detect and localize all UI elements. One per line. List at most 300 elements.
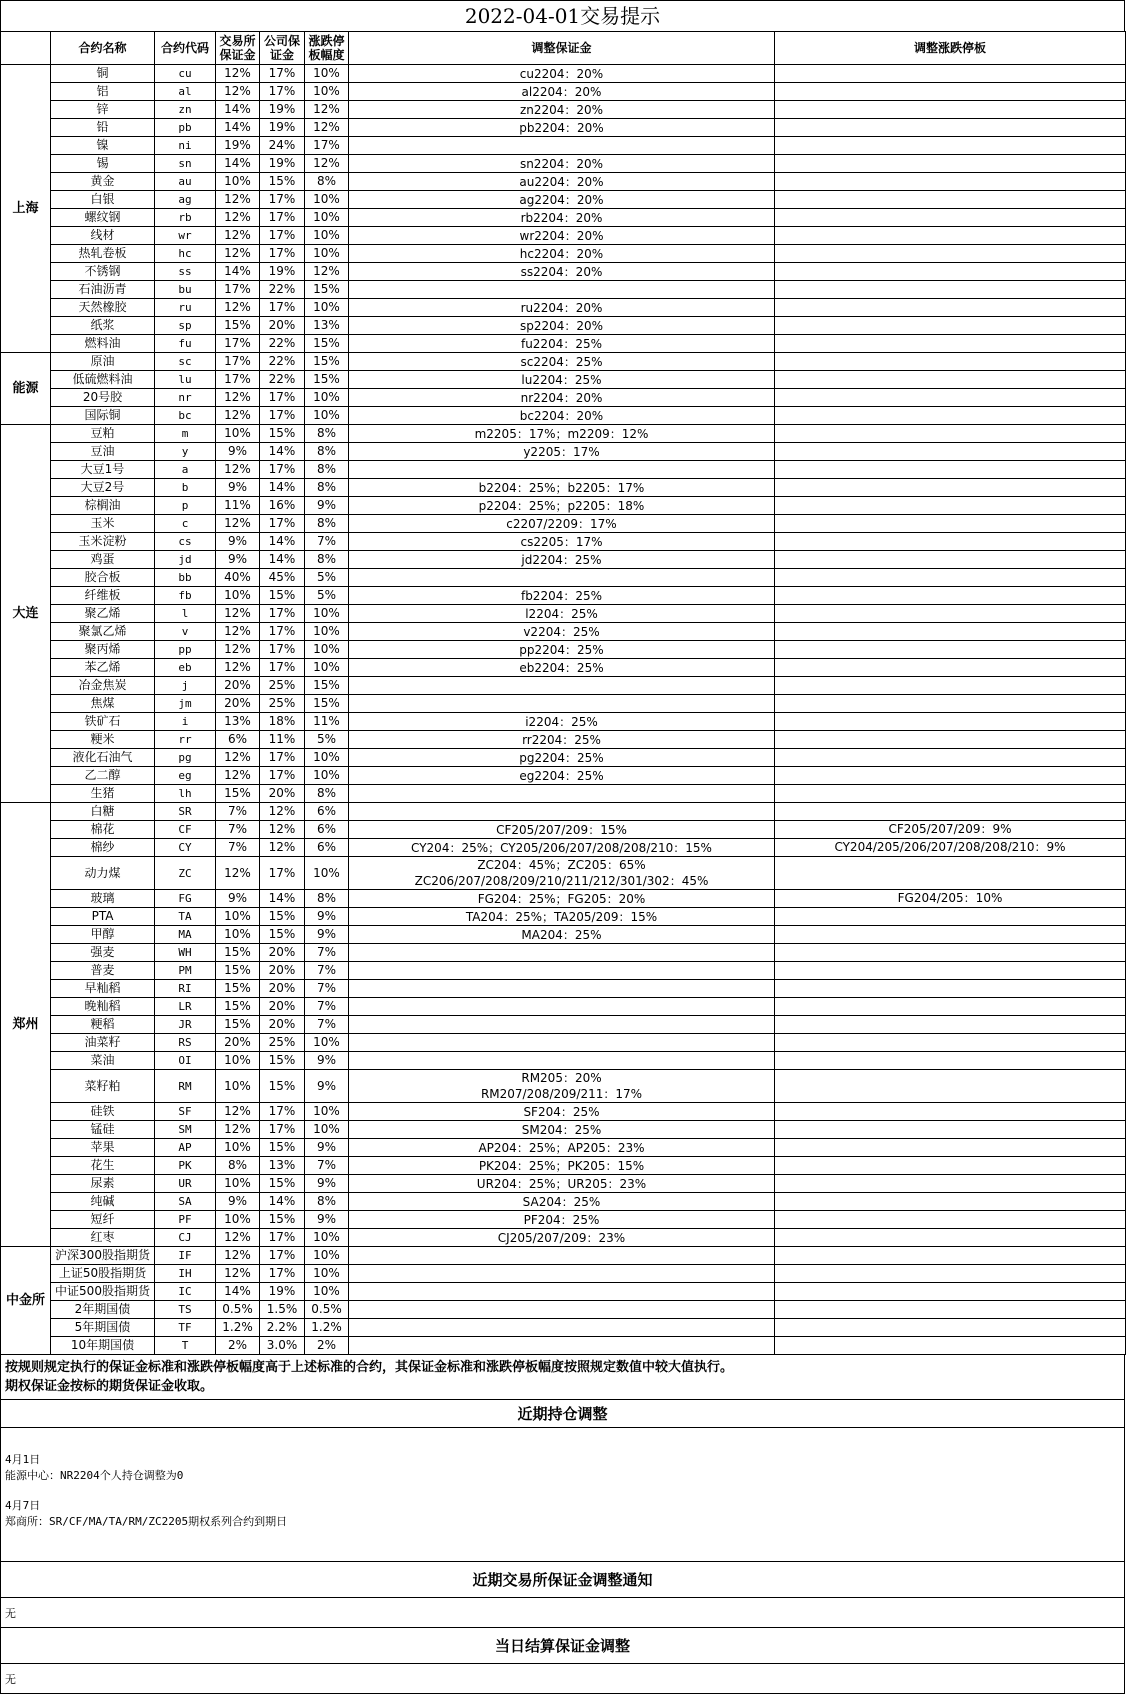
contract-name-cell: 国际铜 [51,407,155,425]
contract-name-cell: 锡 [51,155,155,173]
contract-code-cell: pp [155,641,216,659]
company-margin-cell: 17% [260,641,305,659]
limit-cell: 7% [305,944,349,962]
contract-code-cell: CF [155,821,216,839]
adjust-limit-cell [775,479,1126,497]
adjust-limit-cell [775,533,1126,551]
adjust-margin-line: sn2204：20% [519,156,604,171]
limit-cell: 2% [305,1337,349,1355]
table-row [1,407,1126,425]
table-row [1,839,1126,857]
limit-cell: 10% [305,1265,349,1283]
exch-margin-cell: 11% [216,497,260,515]
exch-margin-cell: 15% [216,998,260,1016]
contract-code-cell: lh [155,785,216,803]
adjust-margin-cell [349,767,775,785]
limit-cell: 10% [305,1103,349,1121]
limit-cell: 10% [305,389,349,407]
limit-cell: 10% [305,767,349,785]
adjust-margin-cell [349,908,775,926]
adjust-margin-line: MA204：25% [521,927,602,942]
company-margin-cell: 2.2% [260,1319,305,1337]
position-section-body [0,1428,1125,1562]
contract-code-cell: PK [155,1157,216,1175]
adjust-limit-cell [775,191,1126,209]
contract-code-cell: al [155,83,216,101]
company-margin-cell: 17% [260,857,305,890]
adjust-margin-cell [349,353,775,371]
header-adj-margin: 调整保证金 [349,32,775,65]
exch-margin-cell: 8% [216,1157,260,1175]
contract-name-cell: 镍 [51,137,155,155]
limit-cell: 15% [305,335,349,353]
company-margin-cell: 12% [260,821,305,839]
limit-cell: 7% [305,962,349,980]
table-row [1,1337,1126,1355]
table-row [1,155,1126,173]
header-exchange [1,32,51,65]
position-line [5,1484,1120,1498]
limit-cell: 10% [305,659,349,677]
contract-name-cell: 白银 [51,191,155,209]
company-margin-cell: 17% [260,299,305,317]
contract-code-cell: rr [155,731,216,749]
company-margin-cell: 17% [260,1265,305,1283]
contract-code-cell: SR [155,803,216,821]
adjust-margin-cell [349,1301,775,1319]
adjust-margin-cell [349,1034,775,1052]
adjust-margin-line: ZC206/207/208/209/210/211/212/301/302：45% [414,874,709,888]
contract-code-cell: sn [155,155,216,173]
adjust-margin-line: al2204：20% [521,84,602,99]
company-margin-cell: 17% [260,209,305,227]
contract-code-cell: wr [155,227,216,245]
exchange-cell: 中金所 [1,1247,51,1355]
adjust-margin-line: rb2204：20% [520,210,603,225]
adjust-margin-line: eb2204：25% [519,660,604,675]
company-margin-cell: 17% [260,1103,305,1121]
adjust-limit-cell [775,1016,1126,1034]
adjust-margin-cell [349,263,775,281]
adjust-limit-cell [775,803,1126,821]
contract-name-cell: 冶金焦炭 [51,677,155,695]
adjust-margin-cell [349,803,775,821]
exch-margin-cell: 10% [216,1175,260,1193]
exch-margin-cell: 15% [216,317,260,335]
header-adj-limit: 调整涨跌停板 [775,32,1126,65]
adjust-margin-cell [349,551,775,569]
limit-cell: 1.2% [305,1319,349,1337]
adjust-limit-cell [775,1121,1126,1139]
limit-cell: 10% [305,227,349,245]
company-margin-cell: 14% [260,890,305,908]
adjust-limit-cell [775,1211,1126,1229]
adjust-limit-cell [775,389,1126,407]
header-limit: 涨跌停板幅度 [305,32,349,65]
adjust-margin-cell [349,1193,775,1211]
exch-margin-cell: 12% [216,227,260,245]
adjust-margin-cell [349,371,775,389]
contract-name-cell: 苹果 [51,1139,155,1157]
adjust-limit-cell [775,1265,1126,1283]
adjust-limit-cell: CY204/205/206/207/208/208/210：9% [775,839,1126,857]
table-row [1,785,1126,803]
notes [0,1355,1125,1400]
adjust-margin-cell [349,407,775,425]
table-row [1,227,1126,245]
contract-name-cell: 甲醇 [51,926,155,944]
contract-name-cell: 聚氯乙烯 [51,623,155,641]
limit-cell: 8% [305,785,349,803]
contract-code-cell: RM [155,1070,216,1103]
adjust-margin-cell [349,1229,775,1247]
adjust-limit-cell [775,998,1126,1016]
contract-name-cell: 棉花 [51,821,155,839]
contract-code-cell: l [155,605,216,623]
adjust-limit-cell [775,461,1126,479]
contract-code-cell: v [155,623,216,641]
contract-code-cell: AP [155,1139,216,1157]
contract-name-cell: 生猪 [51,785,155,803]
limit-cell: 9% [305,1211,349,1229]
table-header [1,32,1126,65]
company-margin-cell: 15% [260,1175,305,1193]
table-row [1,677,1126,695]
contract-name-cell: 线材 [51,227,155,245]
adjust-margin-line: eg2204：25% [519,768,604,783]
company-margin-cell: 16% [260,497,305,515]
adjust-margin-cell [349,83,775,101]
table-row [1,1211,1126,1229]
adjust-limit-cell [775,407,1126,425]
company-margin-cell: 17% [260,227,305,245]
limit-cell: 10% [305,83,349,101]
limit-cell: 0.5% [305,1301,349,1319]
table-row [1,998,1126,1016]
company-margin-cell: 15% [260,1070,305,1103]
contract-code-cell: SA [155,1193,216,1211]
adjust-margin-line: TA204：25%；TA205/209：15% [465,909,658,924]
table-row [1,749,1126,767]
adjust-margin-cell [349,623,775,641]
settlement-section-title: 当日结算保证金调整 [0,1628,1125,1664]
company-margin-cell: 14% [260,533,305,551]
limit-cell: 10% [305,641,349,659]
limit-cell: 8% [305,443,349,461]
contract-name-cell: 锌 [51,101,155,119]
adjust-margin-cell [349,461,775,479]
contract-code-cell: WH [155,944,216,962]
exch-margin-cell: 9% [216,533,260,551]
table-row [1,1121,1126,1139]
exchange-margin-section-title: 近期交易所保证金调整通知 [0,1562,1125,1598]
contract-name-cell: 大豆1号 [51,461,155,479]
limit-cell: 8% [305,173,349,191]
exch-margin-cell: 12% [216,191,260,209]
adjust-margin-line: RM205：20% [521,1071,602,1085]
table-row [1,713,1126,731]
adjust-limit-cell [775,65,1126,83]
exch-margin-cell: 20% [216,695,260,713]
adjust-margin-line: ag2204：20% [519,192,604,207]
adjust-margin-cell [349,587,775,605]
exch-margin-cell: 17% [216,371,260,389]
table-row [1,1070,1126,1103]
contract-code-cell: TA [155,908,216,926]
adjust-margin-cell [349,821,775,839]
adjust-limit-cell [775,515,1126,533]
adjust-limit-cell [775,443,1126,461]
company-margin-cell: 19% [260,263,305,281]
company-margin-cell: 19% [260,155,305,173]
contract-name-cell: 早籼稻 [51,980,155,998]
company-margin-cell: 20% [260,980,305,998]
adjust-margin-cell [349,497,775,515]
adjust-limit-cell [775,101,1126,119]
company-margin-cell: 19% [260,101,305,119]
table-row [1,1265,1126,1283]
contract-code-cell: i [155,713,216,731]
table-row [1,1016,1126,1034]
adjust-margin-line: cu2204：20% [519,66,604,81]
company-margin-cell: 20% [260,962,305,980]
exch-margin-cell: 14% [216,119,260,137]
table-row [1,1175,1126,1193]
exch-margin-cell: 17% [216,335,260,353]
settlement-line: 无 [5,1673,16,1686]
adjust-limit-cell [775,353,1126,371]
contract-name-cell: 晚籼稻 [51,998,155,1016]
contract-name-cell: 聚乙烯 [51,605,155,623]
contract-name-cell: 纸浆 [51,317,155,335]
limit-cell: 10% [305,1283,349,1301]
contract-code-cell: fu [155,335,216,353]
contract-name-cell: 热轧卷板 [51,245,155,263]
company-margin-cell: 22% [260,371,305,389]
company-margin-cell: 17% [260,65,305,83]
adjust-limit-cell [775,1247,1126,1265]
adjust-margin-line: RM207/208/209/211：17% [480,1087,643,1101]
contract-code-cell: lu [155,371,216,389]
limit-cell: 10% [305,65,349,83]
limit-cell: 9% [305,1070,349,1103]
contract-code-cell: jm [155,695,216,713]
contract-code-cell: pb [155,119,216,137]
contract-name-cell: 红枣 [51,1229,155,1247]
adjust-margin-line: CY204：25%；CY205/206/207/208/208/210：15% [411,840,712,855]
limit-cell: 10% [305,623,349,641]
contract-code-cell: b [155,479,216,497]
adjust-margin-cell [349,1265,775,1283]
header-name: 合约名称 [51,32,155,65]
adjust-limit-cell [775,317,1126,335]
adjust-margin-cell [349,65,775,83]
contract-code-cell: FG [155,890,216,908]
limit-cell: 10% [305,857,349,890]
contract-name-cell: 菜籽粕 [51,1070,155,1103]
adjust-limit-cell: CF205/207/209：9% [775,821,1126,839]
table-row [1,731,1126,749]
company-margin-cell: 17% [260,461,305,479]
contract-name-cell: 燃料油 [51,335,155,353]
adjust-margin-line: m2205：17%；m2209：12% [474,426,649,441]
limit-cell: 10% [305,1229,349,1247]
table-row [1,119,1126,137]
exch-margin-cell: 19% [216,137,260,155]
adjust-margin-line: SA204：25% [522,1194,601,1209]
contract-code-cell: TS [155,1301,216,1319]
adjust-margin-cell [349,749,775,767]
adjust-margin-cell [349,209,775,227]
contract-code-cell: IC [155,1283,216,1301]
exch-margin-cell: 10% [216,1211,260,1229]
adjust-margin-cell [349,839,775,857]
limit-cell: 10% [305,605,349,623]
contract-code-cell: RI [155,980,216,998]
company-margin-cell: 17% [260,1121,305,1139]
contract-name-cell: 2年期国债 [51,1301,155,1319]
contract-name-cell: 原油 [51,353,155,371]
limit-cell: 9% [305,1139,349,1157]
table-row [1,1283,1126,1301]
company-margin-cell: 17% [260,1229,305,1247]
exch-margin-cell: 12% [216,1121,260,1139]
adjust-margin-cell [349,677,775,695]
contract-code-cell: sp [155,317,216,335]
table-row [1,479,1126,497]
adjust-margin-line: cs2205：17% [520,534,603,549]
contract-name-cell: 液化石油气 [51,749,155,767]
exch-margin-cell: 12% [216,1229,260,1247]
contract-name-cell: 10年期国债 [51,1337,155,1355]
contract-name-cell: 乙二醇 [51,767,155,785]
company-margin-cell: 24% [260,137,305,155]
table-row [1,191,1126,209]
company-margin-cell: 20% [260,317,305,335]
exch-margin-cell: 1.2% [216,1319,260,1337]
contract-code-cell: hc [155,245,216,263]
adjust-margin-line: sc2204：25% [520,354,603,369]
exch-margin-cell: 15% [216,1016,260,1034]
header-company-margin: 公司保证金 [260,32,305,65]
adjust-margin-line: PF204：25% [523,1212,600,1227]
exch-margin-cell: 10% [216,1139,260,1157]
adjust-margin-line: zn2204：20% [519,102,604,117]
contract-code-cell: RS [155,1034,216,1052]
adjust-limit-cell [775,767,1126,785]
exchange-cell: 能源 [1,353,51,425]
adjust-limit-cell [775,155,1126,173]
limit-cell: 11% [305,713,349,731]
company-margin-cell: 15% [260,173,305,191]
table-row [1,890,1126,908]
contract-code-cell: JR [155,1016,216,1034]
adjust-margin-line: ss2204：20% [520,264,603,279]
adjust-margin-cell [349,443,775,461]
margin-table [0,31,1126,1355]
adjust-margin-cell [349,101,775,119]
contract-name-cell: 焦煤 [51,695,155,713]
exch-margin-cell: 7% [216,803,260,821]
limit-cell: 10% [305,299,349,317]
table-row [1,137,1126,155]
table-row [1,1193,1126,1211]
table-row [1,353,1126,371]
exch-margin-cell: 12% [216,515,260,533]
contract-code-cell: fb [155,587,216,605]
company-margin-cell: 17% [260,515,305,533]
exch-margin-cell: 10% [216,908,260,926]
adjust-margin-cell [349,533,775,551]
company-margin-cell: 17% [260,659,305,677]
contract-name-cell: 大豆2号 [51,479,155,497]
exch-margin-cell: 12% [216,1265,260,1283]
exchange-margin-section-body [0,1598,1125,1628]
limit-cell: 15% [305,695,349,713]
adjust-margin-cell [349,137,775,155]
adjust-limit-cell [775,1034,1126,1052]
exch-margin-cell: 12% [216,623,260,641]
limit-cell: 15% [305,677,349,695]
adjust-margin-cell [349,659,775,677]
exch-margin-cell: 10% [216,425,260,443]
table-row [1,569,1126,587]
exch-margin-cell: 14% [216,1283,260,1301]
exch-margin-cell: 14% [216,155,260,173]
adjust-limit-cell [775,335,1126,353]
company-margin-cell: 17% [260,1247,305,1265]
adjust-margin-line: SM204：25% [521,1122,602,1137]
exch-margin-cell: 10% [216,1070,260,1103]
adjust-limit-cell [775,980,1126,998]
contract-name-cell: 聚丙烯 [51,641,155,659]
table-row [1,587,1126,605]
table-row [1,767,1126,785]
contract-code-cell: cu [155,65,216,83]
position-line: 郑商所：SR/CF/MA/TA/RM/ZC2205期权系列合约到期日 [5,1515,288,1528]
adjust-margin-cell [349,425,775,443]
table-row [1,443,1126,461]
company-margin-cell: 17% [260,605,305,623]
adjust-limit-cell [775,497,1126,515]
limit-cell: 9% [305,1052,349,1070]
adjust-limit-cell [775,1175,1126,1193]
table-row [1,209,1126,227]
contract-code-cell: ru [155,299,216,317]
company-margin-cell: 17% [260,749,305,767]
page-title: 2022-04-01交易提示 [0,0,1125,31]
contract-code-cell: zn [155,101,216,119]
contract-name-cell: 白糖 [51,803,155,821]
adjust-margin-line: lu2204：25% [521,372,602,387]
adjust-margin-cell [349,857,775,890]
table-row [1,83,1126,101]
contract-name-cell: 铜 [51,65,155,83]
adjust-margin-line: bc2204：20% [519,408,604,423]
adjust-limit-cell [775,677,1126,695]
exch-margin-cell: 12% [216,461,260,479]
exch-margin-cell: 12% [216,605,260,623]
company-margin-cell: 25% [260,1034,305,1052]
contract-name-cell: 硅铁 [51,1103,155,1121]
contract-name-cell: 粳稻 [51,1016,155,1034]
exch-margin-cell: 12% [216,1247,260,1265]
contract-name-cell: 花生 [51,1157,155,1175]
note-line: 期权保证金按标的期货保证金收取。 [5,1379,214,1394]
company-margin-cell: 17% [260,767,305,785]
contract-name-cell: 玉米淀粉 [51,533,155,551]
limit-cell: 7% [305,980,349,998]
